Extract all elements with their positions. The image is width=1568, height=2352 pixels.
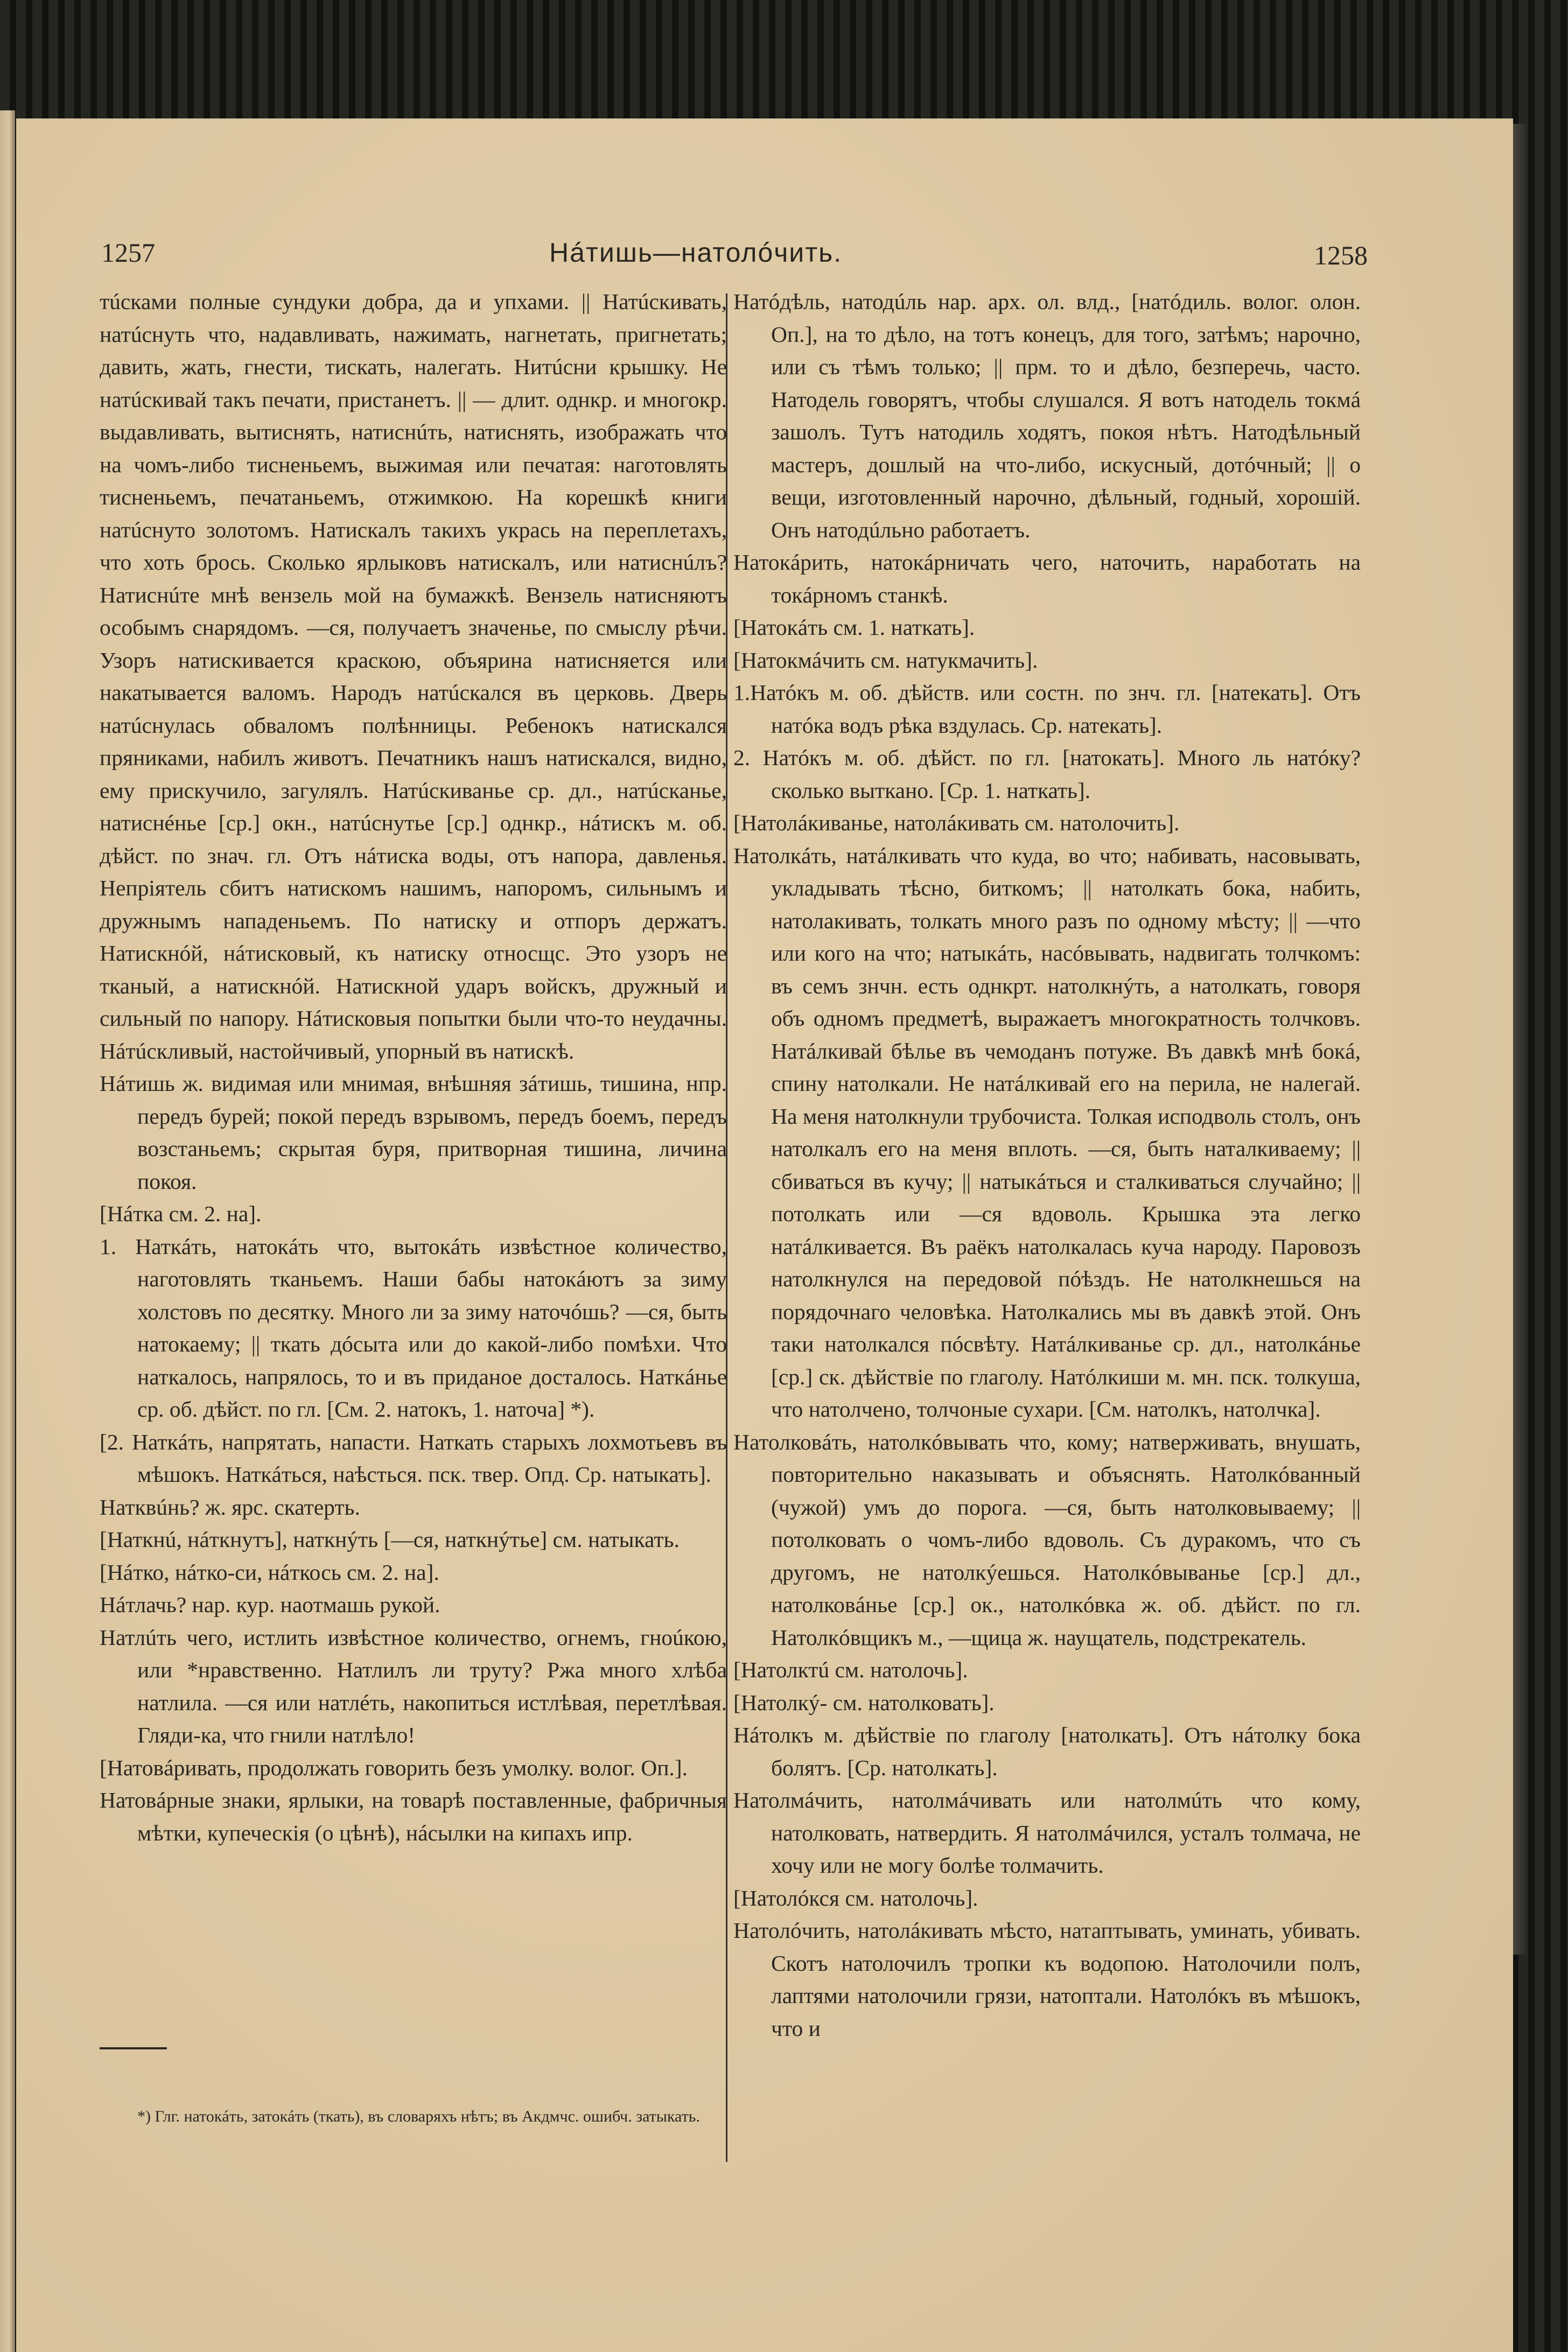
dictionary-entry: [Натолкý- см. натолковать].: [733, 1690, 995, 1715]
left-column: [100, 285, 727, 1849]
dictionary-entry: Натолковáть, натолкóвывать что, кому; натверживать, внушать, повторительно наказывать и объяснять. Натолкóванный (чужой) умъ до порога. —ся, быть натолковываему; || потолковать о чомъ-либо вдоволь. Съ дуракомъ, что съ другомъ, не натолкýешься. Натолкóвыванье [ср.] дл., натолковáнье [ср.] ок., натолкóвка ж. об. дѣйст. по гл. Натолкóвщикъ м., —щица ж. наущатель, подстрекатель.: [733, 1429, 1361, 1650]
dictionary-entry: Натквúнь? ж. ярс. скатерть.: [100, 1494, 360, 1520]
dictionary-entry: Натолмáчить, натолмáчивать или натолмúть что кому, натолковать, натвердить. Я натолмáчился, усталъ толмача, не хочу или не могу болѣе толмачить.: [733, 1788, 1361, 1878]
dictionary-entry: Нáтолкъ м. дѣйствіе по глаголу [натолкать]. Отъ нáтолку бока болятъ. [Ср. натолкать].: [733, 1723, 1361, 1780]
dictionary-entry: [Натовáривать, продолжать говорить безъ умолку. волог. Оп.].: [100, 1755, 688, 1780]
page-header: [81, 237, 1508, 285]
page-number-right: 1258: [1314, 240, 1368, 270]
dictionary-entry: [2. Наткáть, напрятать, напасти. Наткать старыхъ лохмотьевъ въ мѣшокъ. Наткáться, наѣсться. пск. твер. Опд. Ср. натыкать].: [100, 1429, 727, 1487]
dictionary-entry: Натóдѣль, натодúль нар. арх. ол. влд., [натóдиль. волог. олон. Оп.], на то дѣло, на тотъ конецъ, для того, затѣмъ; нарочно, или съ тѣмъ только; || прм. то и дѣло, безперечь, часто. Натодель говорятъ, чтобы слушался. Я вотъ натодель токмá зашолъ. Тутъ натодиль ходятъ, покоя нѣтъ. Натодѣльный мастеръ, дошлый на что-либо, искусный, дотóчный; || о вещи, изготовленный нарочно, дѣльный, годный, хорошій. Онъ натодúльно работаетъ.: [733, 289, 1361, 542]
right-column: [733, 285, 1361, 2045]
dictionary-entry: тúсками полные сундуки добра, да и упхами. || Натúскивать, натúснуть что, надавливать, нажимать, нагнетать, пригнетать; давить, жать, гнести, тискать, налегать. Нитúсни крышку. Не натúскивай такъ печати, пристанетъ. || — длит. однкр. и многокр. выдавливать, вытиснять, натиснúть, натиснять, изображать что на чомъ-либо тисненьемъ, выжимая или печатая: наготовлять тисненьемъ, печатаньемъ, отжимкою. На корешкѣ книги натúснуто золотомъ. Натискалъ такихъ укрась на переплетахъ, что хоть брось. Сколько ярлыковъ натискалъ, или натиснúлъ? Натиснúте мнѣ вензель мой на бумажкѣ. Вензель натисняютъ особымъ снарядомъ. —ся, получаетъ значенье, по смыслу рѣчи. Узоръ натискивается краскою, объярина натисняется или накатывается валомъ. Народъ натúскался въ церковь. Дверь натúснулась обваломъ полѣнницы. Ребенокъ натискался пряниками, набилъ животъ. Печатникъ нашъ натискался, видно, ему прискучило, загулялъ. Натúскиванье ср. дл., натúсканье, натиснéнье [ср.] окн., натúснутье [ср.] однкр., нáтискъ м. об. дѣйст. по знач. гл. Отъ нáтиска воды, отъ напора, давленья. Непріятель сбитъ натискомъ нашимъ, напоромъ, сильнымъ и дружнымъ нападеньемъ. По натиску и отпоръ держатъ. Натискнóй, нáтисковый, къ натиску относщс. Это узоръ не тканый, а натискнóй. Натискной ударъ войскъ, дружный и сильный по напору. Нáтисковыя попытки были что-то неудачны. Нáтúскливый, настойчивый, упорный въ натискѣ.: [100, 289, 727, 1063]
previous-page-edge: [0, 110, 15, 2352]
dictionary-entry: 1. Наткáть, натокáть что, вытокáть извѣстное количество, наготовлять тканьемъ. Наши бабы натокáютъ за зиму холстовъ по десятку. Много ли за зиму наточóшь? —ся, быть натокаему; || ткать дóсыта или до какой-либо помѣхи. Что наткалось, напрялось, то и въ приданое досталось. Наткáнье ср. об. дѣйст. по гл. [См. 2. натокъ, 1. наточа] *).: [100, 1234, 727, 1422]
dictionary-entry: 2. Натóкъ м. об. дѣйст. по гл. [натокать]. Много ль натóку? сколько выткано. [Ср. 1. наткать].: [733, 745, 1361, 803]
dictionary-entry: Натолóчить, натолáкивать мѣсто, натаптывать, уминать, убивать. Скотъ натолочилъ тропки къ водопою. Натолочили полъ, лаптями натолочили грязи, натоптали. Натолóкъ въ мѣшокъ, что и: [733, 1918, 1361, 2041]
dictionary-entry: Натолкáть, натáлкивать что куда, во что; набивать, насовывать, укладывать тѣсно, биткомъ; || натолкать бока, набить, натолакивать, толкать много разъ по одному мѣсту; || —что или кого на что; натыкáть, насóвывать, надвигать толчкомъ: въ семъ знчн. есть однкрт. натолкнýть, а натолкать, говоря объ одномъ предметѣ, выражаетъ многократность толчковъ. Натáлкивай бѣлье въ чемоданъ потуже. Въ давкѣ мнѣ бокá, спину натолкали. Не натáлкивай его на перила, не налегай. На меня натолкнули трубочиста. Толкая исподволь столъ, онъ натолкалъ его на меня вплоть. —ся, быть наталкиваему; || сбиваться въ кучу; || натыкáться и сталкиваться случайно; || потолкать или —ся вдоволь. Крышка эта легко натáлкивается. Въ раёкъ натолкалась куча народу. Паровозъ натолкнулся на передовой пóѣздъ. Не натолкнешься на порядочнаго человѣка. Натолкались мы въ давкѣ этой. Онъ таки натолкался пóсвѣту. Натáлкиванье ср. дл., натолкáнье [ср.] ск. дѣйствіе по глаголу. Натóлкиши м. мн. пск. толкуша, что натолчено, толчоные сухари. [См. натолкъ, натолчка].: [733, 843, 1361, 1422]
footnote: [100, 2103, 727, 2131]
footnote-text: *) Глг. натокáть, затокáть (ткать), въ словаряхъ нѣтъ; въ Акдмчс. ошибч. затыкать.: [137, 2108, 700, 2125]
dictionary-entry: Нáтишь ж. видимая или мнимая, внѣшняя зáтишь, тишина, нпр. передъ бурей; покой передъ взрывомъ, передъ боемъ, передъ возстаньемъ; скрытая буря, притворная тишина, личина покоя.: [100, 1071, 727, 1194]
page-number-left: 1257: [101, 237, 155, 268]
running-title: Нáтишь—натолóчить.: [549, 237, 843, 268]
dictionary-entry: Натовáрные знаки, ярлыки, на товарѣ поставленные, фабричныя мѣтки, купеческія (о цѣнѣ), нáсылки на кипахъ ипр.: [100, 1788, 727, 1845]
dictionary-entry: 1.Натóкъ м. об. дѣйств. или состн. по знч. гл. [натекать]. Отъ натóка водъ рѣка вздулась. Ср. натекать].: [733, 680, 1361, 738]
dictionary-entry: [Натолóкся см. натолочь].: [733, 1885, 978, 1910]
dictionary-entry: [Натокмáчить см. натукмачить].: [733, 647, 1038, 673]
footnote-rule: [100, 2047, 167, 2049]
dictionary-entry: Натокáрить, натокáрничать чего, наточить, наработать на токáрномъ станкѣ.: [733, 550, 1361, 607]
dictionary-entry: Нáтлачь? нар. кур. наотмашь рукой.: [100, 1592, 440, 1617]
dictionary-entry: [Натолáкиванье, натолáкивать см. натолочить].: [733, 810, 1180, 835]
dictionary-entry: [Нáтко, нáтко-си, нáткось см. 2. на].: [100, 1559, 439, 1585]
dictionary-entry: [Наткнú, нáткнутъ], наткнýть [—ся, наткнýтье] см. натыкать.: [100, 1527, 680, 1552]
dictionary-entry: Натлúть чего, истлить извѣстное количество, огнемъ, гноúкою, или *нравственно. Натлилъ ли труту? Ржа много хлѣба натлила. —ся или натлéть, накопиться истлѣвая, перетлѣвая. Гляди-ка, что гнили натлѣло!: [100, 1625, 727, 1747]
dictionary-entry: [Натолктú см. натолочь].: [733, 1657, 968, 1682]
dictionary-entry: [Нáтка см. 2. на].: [100, 1201, 262, 1226]
dictionary-entry: [Натокáть см. 1. наткать].: [733, 615, 975, 640]
